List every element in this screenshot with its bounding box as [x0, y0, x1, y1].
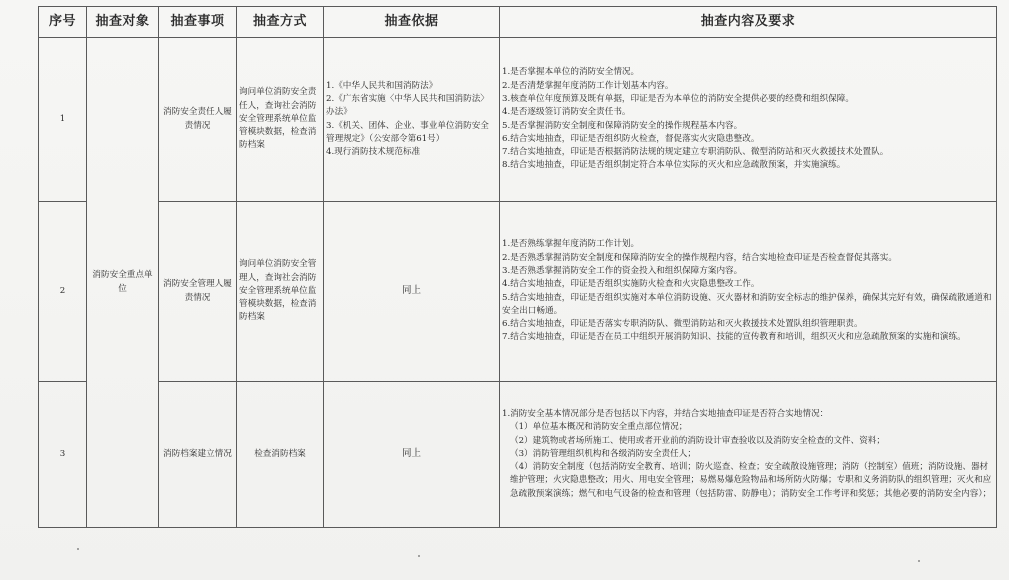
requirement-line: 2.是否清楚掌握年度消防工作计划基本内容。: [502, 80, 674, 91]
requirement-line: 7.结合实地抽查，印证是否根据消防法规的规定建立专职消防队、微型消防站和灭火救援技术处置队。: [502, 147, 889, 158]
scan-speck: [77, 548, 79, 550]
requirements-cell: [500, 202, 997, 382]
requirement-line: （4）消防安全制度（包括消防安全教育、培训；防火巡查、检查；安全疏散设施管理；消防（控制室）值班；消防设施、器材维护管理；火灾隐患整改；用火、用电安全管理；易燃易爆危险物品和场所防火防爆；专职和义务消防队的组织管理；灭火和应急疏散预案演练；燃气和电气设备的检查和管理（包括防雷、防静电）；消防安全工作考评和奖惩；其他必要的消防安全内容）；: [510, 462, 992, 499]
method-cell: 询问单位消防安全管理人，查询社会消防安全管理系统单位监管模块数据，检查消防档案: [237, 202, 324, 382]
requirements-cell: [500, 38, 997, 202]
requirement-line: （2）建筑物或者场所施工、使用或者开业前的消防设计审查验收以及消防安全检查的文件、资料；: [510, 435, 886, 446]
requirement-line: 2.是否熟悉掌握消防安全制度和保障消防安全的操作规程内容，结合实地检查印证是否检查督促其落实。: [502, 252, 897, 263]
requirement-line: 7.结合实地抽查，印证是否在员工中组织开展消防知识、技能的宣传教育和培训，组织灭火和应急疏散预案的实施和演练。: [502, 332, 966, 343]
table-row: [39, 38, 997, 202]
object-cell: 消防安全重点单位: [87, 38, 159, 528]
method-cell: 检查消防档案: [237, 382, 324, 528]
basis-line: 3.《机关、团体、企业、事业单位消防安全管理规定》（公安部令第61号）: [326, 120, 489, 144]
requirement-line: 3.核查单位年度预算及既有单据，印证是否为本单位的消防安全提供必要的经费和组织保障。: [502, 93, 854, 104]
requirement-line: 1.是否掌握本单位的消防安全情况。: [502, 67, 640, 78]
header-no: 序号: [39, 7, 87, 38]
requirement-line: 3.是否熟悉掌握消防安全工作的资金投入和组织保障方案内容。: [502, 265, 743, 276]
requirement-line: 4.结合实地抽查，印证是否组织实施防火检查和火灾隐患整改工作。: [502, 279, 760, 290]
inspection-table: [38, 6, 997, 528]
item-cell: 消防安全责任人履责情况: [159, 38, 237, 202]
header-method: 抽查方式: [237, 7, 324, 38]
requirement-line: 6.结合实地抽查，印证是否组织防火检查，督促落实火灾隐患整改。: [502, 133, 760, 144]
item-cell: 消防安全管理人履责情况: [159, 202, 237, 382]
basis-line: 2.《广东省实施〈中华人民共和国消防法〉办法》: [326, 93, 489, 118]
header-requirements: 抽查内容及要求: [500, 7, 997, 38]
scan-speck: [418, 555, 420, 557]
header-item: 抽查事项: [159, 7, 237, 38]
requirement-line: （1）单位基本概况和消防安全重点部位情况；: [510, 422, 688, 433]
item-cell: 消防档案建立情况: [159, 382, 237, 528]
basis-cell: [324, 38, 500, 202]
header-row: [39, 7, 997, 38]
method-cell: 询问单位消防安全责任人，查询社会消防安全管理系统单位监管模块数据，检查消防档案: [237, 38, 324, 202]
requirement-line: 5.结合实地抽查，印证是否组织实施对本单位消防设施、灭火器材和消防安全标志的维护保养，确保其完好有效，确保疏散通道和安全出口畅通。: [502, 292, 992, 316]
row-number: 2: [39, 202, 87, 382]
requirement-line: 1.消防安全基本情况部分是否包括以下内容，并结合实地抽查印证是否符合实地情况：: [502, 408, 829, 419]
header-basis: 抽查依据: [324, 7, 500, 38]
requirement-line: 5.是否掌握消防安全制度和保障消防安全的操作规程基本内容。: [502, 120, 743, 131]
requirement-line: 6.结合实地抽查，印证是否落实专职消防队、微型消防站和灭火救援技术处置队组织管理职责。: [502, 319, 863, 330]
row-number: 3: [39, 382, 87, 528]
requirements-cell: [500, 382, 997, 528]
table-row: [39, 382, 997, 528]
basis-line: 1.《中华人民共和国消防法》: [326, 80, 438, 91]
basis-line: 4.现行消防技术规范标准: [326, 147, 421, 158]
basis-cell: 同上: [324, 382, 500, 528]
requirement-line: 4.是否逐级签订消防安全责任书。: [502, 107, 631, 118]
row-number: 1: [39, 38, 87, 202]
scan-speck: [918, 560, 920, 562]
requirement-line: （3）消防管理组织机构和各级消防安全责任人；: [510, 448, 696, 459]
requirement-line: 8.结合实地抽查，印证是否组织制定符合本单位实际的灭火和应急疏散预案，并实施演练。: [502, 160, 846, 171]
requirement-line: 1.是否熟练掌握年度消防工作计划。: [502, 239, 640, 250]
table-row: [39, 202, 997, 382]
basis-cell: 同上: [324, 202, 500, 382]
header-object: 抽查对象: [87, 7, 159, 38]
